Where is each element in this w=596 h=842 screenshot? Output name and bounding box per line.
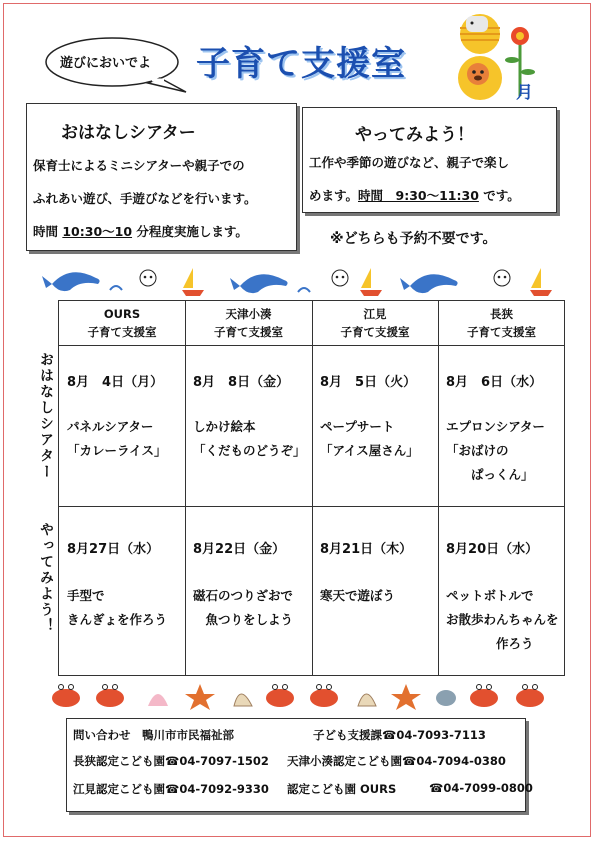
contact-box bbox=[66, 718, 533, 812]
crab-icon bbox=[96, 685, 124, 708]
month-badge bbox=[440, 12, 550, 104]
event-description bbox=[320, 584, 395, 608]
event-date: 8月 8日（金） bbox=[193, 375, 290, 390]
crab-icon bbox=[470, 685, 498, 708]
event-description bbox=[446, 584, 559, 656]
cat-icon bbox=[140, 270, 156, 286]
story-time-label: 時間 bbox=[33, 224, 63, 239]
cat-icon bbox=[332, 270, 348, 286]
contact-label: 問い合わせ 鴨川市市民福祉部 bbox=[73, 728, 234, 742]
event-description bbox=[446, 415, 545, 487]
row-label-try: やってみよう！ bbox=[38, 522, 54, 634]
event-description bbox=[193, 584, 293, 632]
event-date: 8月27日（水） bbox=[67, 542, 160, 557]
column-header bbox=[185, 301, 312, 345]
contact-emi: 江見認定こども園☎04-7092-9330 bbox=[73, 782, 269, 796]
dolphin-icon bbox=[400, 274, 458, 293]
try-line-2 bbox=[309, 186, 520, 204]
event-line: 「カレーライス」 bbox=[67, 443, 167, 458]
event-line: 作ろう bbox=[446, 636, 534, 651]
try-time: 時間 9:30～11:30 bbox=[358, 188, 479, 203]
table-cell bbox=[438, 345, 565, 506]
month-suffix: 月 bbox=[516, 83, 533, 103]
dolphin-border-icon bbox=[40, 260, 560, 300]
event-line: パネルシアター bbox=[67, 419, 154, 434]
event-line: 寒天で遊ぼう bbox=[320, 588, 396, 603]
table-cell bbox=[59, 345, 185, 506]
column-header-line1: 長狭 bbox=[490, 307, 513, 321]
reservation-notice: ※どちらも予約不要です。 bbox=[330, 231, 497, 247]
column-header-line2: 子育て支援室 bbox=[467, 325, 536, 339]
story-line-1: 保育士によるミニシアターや親子での bbox=[33, 158, 245, 173]
contact-dept: 子ども支援課☎04-7093-7113 bbox=[313, 728, 486, 742]
crab-icon bbox=[52, 685, 80, 708]
event-line: 「おばけの bbox=[446, 443, 509, 458]
column-header-line1: 天津小湊 bbox=[225, 307, 272, 321]
fish-icon bbox=[436, 690, 456, 706]
table-cell bbox=[312, 345, 438, 506]
contact-amatsukominato: 天津小湊認定こども園☎04-7094-0380 bbox=[287, 754, 506, 768]
try-it-title: やってみよう！ bbox=[355, 125, 474, 145]
event-line: 「くだものどうぞ」 bbox=[193, 443, 306, 458]
try-it-box bbox=[302, 107, 557, 213]
event-date: 8月21日（木） bbox=[320, 542, 413, 557]
column-header-line2: 子育て支援室 bbox=[214, 325, 283, 339]
table-cell bbox=[185, 506, 312, 676]
event-date: 8月22日（金） bbox=[193, 542, 286, 557]
row-label-story: おはなしシアター bbox=[38, 352, 54, 480]
shell-icon bbox=[148, 694, 168, 706]
event-line: 「アイス屋さん」 bbox=[320, 443, 419, 458]
column-header bbox=[438, 301, 565, 345]
story-theater-title: おはなしシアター bbox=[61, 123, 196, 143]
sea-creatures-border-icon bbox=[40, 678, 560, 714]
event-line: 磁石のつりざおで bbox=[193, 588, 293, 603]
column-header-line2: 子育て支援室 bbox=[87, 325, 157, 339]
schedule-table bbox=[58, 300, 565, 676]
column-header-line1: 江見 bbox=[363, 307, 387, 321]
boat-icon bbox=[360, 268, 382, 296]
story-theater-box bbox=[26, 103, 297, 251]
event-line: しかけ絵本 bbox=[193, 419, 256, 434]
table-cell bbox=[312, 506, 438, 676]
story-time: 10:30～10 bbox=[62, 224, 133, 239]
column-header-line2: 子育て支援室 bbox=[340, 325, 410, 339]
event-line: 手型で bbox=[67, 588, 105, 603]
page-title: 子育て支援室 bbox=[196, 44, 406, 84]
event-date: 8月20日（水） bbox=[446, 542, 539, 557]
event-line: ぱっくん」 bbox=[446, 467, 534, 482]
starfish-icon bbox=[185, 684, 215, 710]
bubble-text: 遊びにおいでよ bbox=[60, 56, 152, 71]
table-cell bbox=[438, 506, 565, 676]
crab-icon bbox=[266, 685, 294, 708]
event-line: エプロンシアター bbox=[446, 419, 545, 434]
story-line-3 bbox=[33, 222, 248, 240]
starfish-icon bbox=[391, 684, 421, 710]
event-date: 8月 4日（月） bbox=[67, 375, 164, 390]
month-illustration-icon bbox=[440, 12, 550, 104]
try-line-1: 工作や季節の遊びなど、親子で楽し bbox=[309, 155, 510, 170]
event-description bbox=[193, 415, 306, 463]
shell-icon bbox=[234, 694, 252, 706]
speech-bubble bbox=[40, 34, 190, 92]
dolphin-icon bbox=[230, 274, 288, 293]
boat-icon bbox=[182, 268, 204, 296]
event-description bbox=[67, 415, 167, 463]
cat-icon bbox=[494, 270, 510, 286]
event-line: 魚つりをしよう bbox=[193, 612, 294, 627]
column-header-line1: OURS bbox=[103, 307, 141, 321]
bottom-decoration bbox=[40, 678, 560, 714]
story-line-2: ふれあい遊び、手遊びなどを行います。 bbox=[33, 191, 257, 206]
dolphin-icon bbox=[42, 272, 100, 291]
event-description bbox=[67, 584, 167, 632]
story-time-suffix: 分程度実施します。 bbox=[132, 224, 248, 239]
table-cell bbox=[185, 345, 312, 506]
shell-icon bbox=[358, 694, 376, 706]
crab-icon bbox=[310, 685, 338, 708]
event-date: 8月 5日（火） bbox=[320, 375, 417, 390]
boat-icon bbox=[530, 268, 552, 296]
crab-icon bbox=[516, 685, 544, 708]
top-decoration bbox=[40, 260, 560, 300]
event-line: ペープサート bbox=[320, 419, 395, 434]
event-line: お散歩わんちゃんを bbox=[446, 612, 559, 627]
contact-ours-phone: ☎04-7099-0800 bbox=[429, 781, 533, 795]
contact-nagasa: 長狭認定こども園☎04-7097-1502 bbox=[73, 754, 269, 768]
event-description bbox=[320, 415, 419, 463]
column-header bbox=[59, 301, 185, 345]
table-cell bbox=[59, 506, 185, 676]
try-time-suffix: です。 bbox=[478, 188, 520, 203]
event-line: ペットボトルで bbox=[446, 588, 534, 603]
event-date: 8月 6日（水） bbox=[446, 375, 543, 390]
contact-ours: 認定こども園 OURS bbox=[287, 782, 397, 796]
column-header bbox=[312, 301, 438, 345]
try-line-2-prefix: めます。 bbox=[309, 188, 359, 203]
event-line: きんぎょを作ろう bbox=[67, 612, 168, 627]
